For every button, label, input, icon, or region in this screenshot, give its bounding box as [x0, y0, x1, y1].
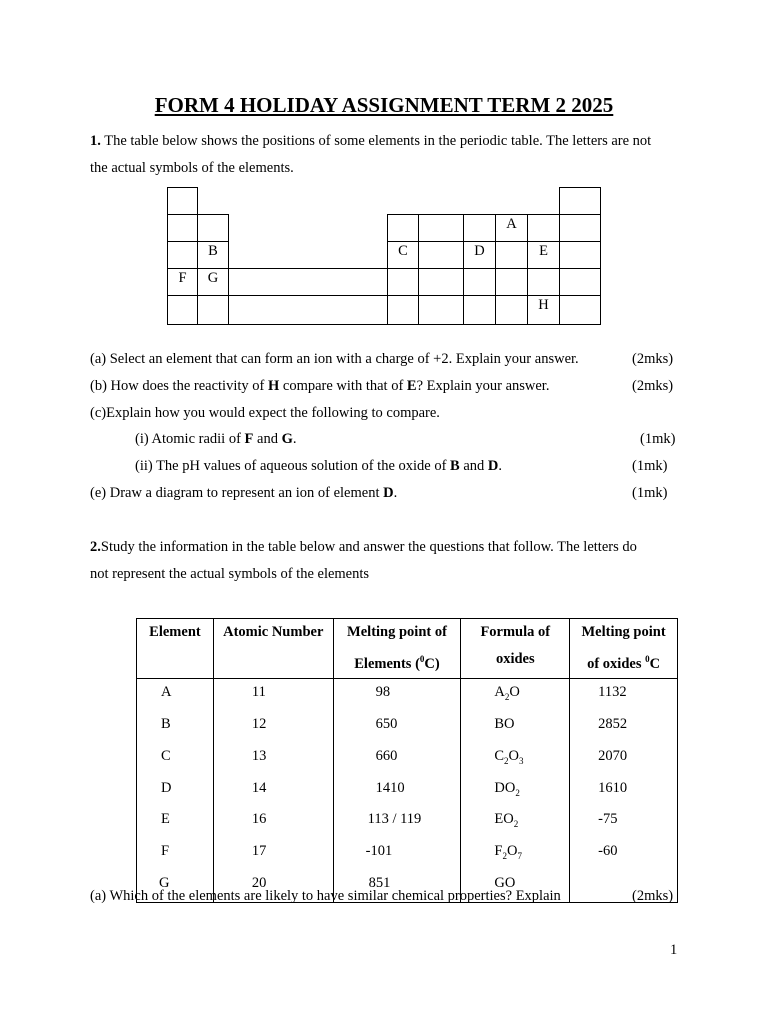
cell-mp-oxide: 2852	[570, 711, 678, 743]
q1-e-post: .	[393, 485, 398, 501]
cell-mp: -101	[333, 838, 461, 870]
header-melting-point-oxides	[570, 619, 678, 679]
formula-sub: 2	[504, 755, 509, 766]
q2-intro-line2: not represent the actual symbols of the elements	[90, 566, 370, 582]
header-formula-line2: oxides	[495, 651, 535, 667]
q1-intro-line2: the actual symbols of the elements.	[90, 160, 294, 176]
formula-part: DO	[494, 779, 516, 796]
formula-sub: 2	[515, 787, 520, 798]
grid-cell	[418, 295, 464, 325]
header-mo-line2: of oxides	[587, 655, 646, 672]
q2-intro-text: Study the information in the table below and answer the questions that follow. The letters do	[100, 539, 637, 555]
formula-part: GO	[494, 875, 516, 892]
q1-part-c-ii-marks: (1mk)	[632, 458, 668, 474]
q1-cii-el1: B	[450, 458, 460, 474]
header-mp-line1: Melting point of	[347, 624, 447, 640]
grid-cell	[418, 268, 464, 296]
grid-cell	[463, 295, 496, 325]
formula-part: F	[494, 843, 503, 860]
cell-formula	[461, 806, 570, 838]
formula-part: O	[508, 747, 520, 764]
grid-cell	[167, 214, 198, 242]
header-atomic-text: Atomic Number	[223, 624, 324, 640]
grid-cell	[559, 241, 601, 269]
q1-e-el1: D	[383, 485, 394, 501]
grid-cell	[495, 241, 528, 269]
cell-mp: 98	[333, 678, 461, 710]
cell-element: E	[137, 806, 214, 838]
formula-sub: 3	[519, 755, 524, 766]
grid-label-h: H	[538, 297, 549, 313]
cell-element: D	[137, 775, 214, 807]
grid-label-g: G	[207, 270, 219, 286]
formula-sub: 2	[504, 691, 510, 702]
cell-atomic: 20	[213, 870, 333, 902]
cell-mp-oxide: 1132	[570, 678, 678, 710]
formula-sub: 2	[502, 851, 507, 862]
q1-b-post: ? Explain your answer.	[416, 378, 550, 394]
header-mo-sup: 0	[645, 654, 650, 664]
header-formula-oxides	[461, 619, 570, 679]
q1-ci-el1: F	[244, 431, 254, 447]
cell-mp: 660	[333, 743, 461, 775]
cell-formula	[461, 838, 570, 870]
cell-mp: 650	[333, 711, 461, 743]
q1-cii-post: .	[498, 458, 503, 474]
grid-cell	[167, 295, 198, 325]
q1-part-b	[90, 378, 549, 395]
grid-cell	[559, 187, 601, 215]
cell-atomic: 14	[213, 775, 333, 807]
cell-mp: 851	[333, 870, 461, 902]
q1-part-c-ii	[135, 458, 502, 475]
header-melting-point-elements	[333, 619, 461, 679]
grid-cell	[559, 214, 601, 242]
q1-b-pre: (b) How does the reactivity of	[90, 378, 268, 394]
grid-label-b: B	[208, 243, 218, 259]
q1-e-pre: (e) Draw a diagram to represent an ion of element	[90, 485, 384, 501]
q1-cii-el2: D	[487, 458, 499, 474]
cell-element: B	[137, 711, 214, 743]
q1-part-e	[90, 485, 397, 502]
formula-sub: 2	[513, 819, 519, 830]
cell-mp-oxide: 1610	[570, 775, 678, 807]
table-row	[137, 806, 678, 838]
formula-part: EO	[494, 811, 514, 828]
table-row	[137, 743, 678, 775]
q1-intro-line1	[90, 133, 651, 150]
grid-cell	[418, 241, 464, 269]
formula-part: O	[506, 843, 518, 860]
q2-part-a-marks: (2mks)	[632, 888, 674, 904]
q1-number: 1.	[90, 133, 101, 149]
q1-part-a: (a) Select an element that can form an ion with a charge of +2. Explain your answer.	[90, 351, 579, 367]
header-atomic-number	[213, 619, 333, 679]
q1-part-e-marks: (1mk)	[632, 485, 668, 501]
q1-cii-mid: and	[459, 458, 488, 474]
header-element	[137, 619, 214, 679]
grid-cell	[463, 268, 496, 296]
formula-part: O	[509, 683, 520, 700]
table-row	[137, 711, 678, 743]
cell-element: F	[137, 838, 214, 870]
cell-atomic: 16	[213, 806, 333, 838]
cell-mp-oxide: -60	[570, 838, 678, 870]
formula-part: A	[494, 683, 505, 700]
cell-mp: 1410	[333, 775, 461, 807]
cell-element: C	[137, 743, 214, 775]
elements-data-table	[136, 618, 678, 903]
grid-label-f: F	[178, 270, 187, 286]
grid-label-d: D	[474, 243, 485, 259]
cell-atomic: 17	[213, 838, 333, 870]
grid-cell	[418, 214, 464, 242]
q2-part-a: (a) Which of the elements are likely to have similar chemical properties? Explain	[90, 888, 561, 904]
header-mp-sup: 0	[419, 654, 425, 664]
q1-part-a-marks: (2mks)	[632, 351, 674, 367]
q1-ci-pre: (i) Atomic radii of	[135, 431, 245, 447]
grid-label-a: A	[506, 216, 517, 232]
table-row	[137, 775, 678, 807]
header-formula-line1: Formula of	[480, 624, 551, 640]
grid-cell	[559, 268, 601, 296]
formula-part: BO	[494, 715, 515, 732]
grid-cell	[387, 268, 419, 296]
cell-mp-oxide: -75	[570, 806, 678, 838]
q1-ci-el2: G	[281, 431, 293, 447]
cell-atomic: 12	[213, 711, 333, 743]
q1-intro-text: The table below shows the positions of some elements in the periodic table. The letters are not	[100, 133, 652, 149]
table-header-row	[137, 619, 678, 679]
q1-cii-pre: (ii) The pH values of aqueous solution of the oxide of	[135, 458, 451, 474]
formula-sub: 7	[517, 851, 522, 862]
q1-b-el2: E	[406, 378, 417, 394]
grid-label-e: E	[539, 243, 548, 259]
header-element-text: Element	[149, 624, 201, 640]
header-mp-line2: Elements (	[354, 655, 420, 672]
header-mo-line1: Melting point	[581, 624, 666, 640]
q1-part-c-i	[135, 431, 296, 448]
q1-b-el1: H	[267, 378, 280, 394]
cell-mp: 113 / 119	[333, 806, 461, 838]
cell-formula	[461, 775, 570, 807]
q2-intro-line1	[90, 539, 637, 556]
q1-b-mid: compare with that of	[279, 378, 407, 394]
table-row	[137, 678, 678, 710]
q2-number: 2.	[90, 539, 101, 555]
cell-element: A	[137, 678, 214, 710]
q1-part-c-i-marks: (1mk)	[640, 431, 676, 447]
q1-ci-post: .	[292, 431, 297, 447]
grid-cell	[387, 295, 419, 325]
header-mp-unit: C)	[424, 655, 440, 672]
cell-formula	[461, 678, 570, 710]
grid-cell	[197, 295, 229, 325]
grid-cell	[495, 268, 528, 296]
grid-cell-transition-block	[228, 295, 388, 325]
cell-formula	[461, 743, 570, 775]
grid-cell	[167, 187, 198, 215]
q1-part-c: (c)Explain how you would expect the following to compare.	[90, 405, 440, 421]
grid-label-c: C	[398, 243, 408, 259]
formula-part: C	[494, 747, 505, 764]
q1-ci-mid: and	[253, 431, 282, 447]
q1-part-b-marks: (2mks)	[632, 378, 674, 394]
grid-cell	[495, 295, 528, 325]
cell-mp-oxide: 2070	[570, 743, 678, 775]
table-row	[137, 838, 678, 870]
header-mo-unit: C	[649, 655, 661, 672]
document-title: FORM 4 HOLIDAY ASSIGNMENT TERM 2 2025	[154, 93, 614, 117]
cell-atomic: 11	[213, 678, 333, 710]
cell-atomic: 13	[213, 743, 333, 775]
cell-formula	[461, 711, 570, 743]
grid-cell-transition-block	[228, 268, 388, 296]
page-number: 1	[670, 942, 678, 958]
cell-element: G	[137, 870, 214, 902]
grid-cell	[559, 295, 601, 325]
